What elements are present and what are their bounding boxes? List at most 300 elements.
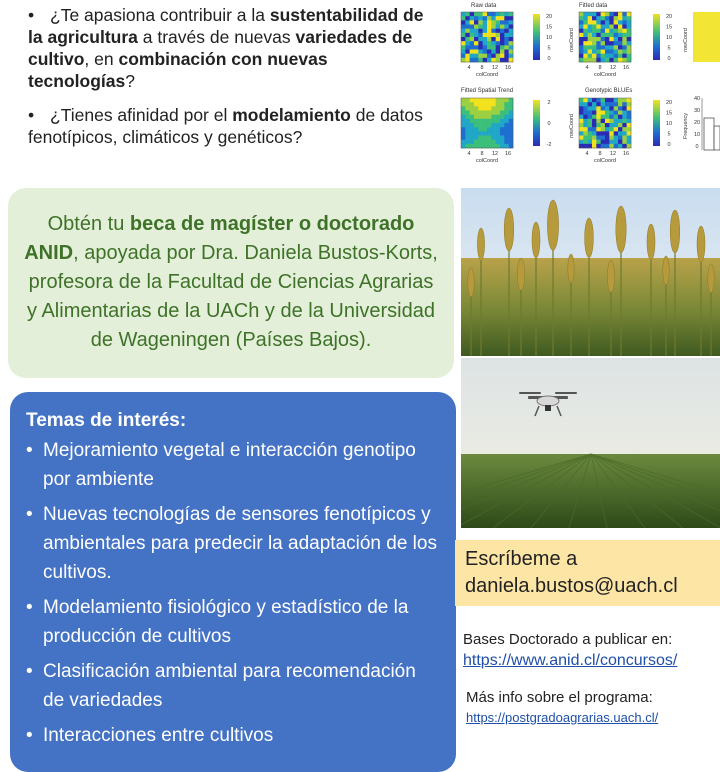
fitted-heatmap-cell xyxy=(627,54,632,58)
raw-heatmap-cell xyxy=(500,37,505,41)
blues-heatmap-cell xyxy=(579,136,584,140)
blues-heatmap-cell xyxy=(605,111,610,115)
trend-heatmap-cell xyxy=(461,140,466,144)
blues-heatmap-cell xyxy=(622,119,627,123)
raw-heatmap-cell xyxy=(496,54,501,58)
raw-heatmap-cell xyxy=(496,25,501,29)
fitted-heatmap-cell xyxy=(627,33,632,37)
more-info-label: Más info sobre el programa: xyxy=(466,689,653,706)
fitted-heatmap-cell xyxy=(618,29,623,33)
blues-heatmap-cell xyxy=(601,127,606,131)
raw-heatmap-cell xyxy=(474,16,479,20)
trend-heatmap-cell xyxy=(470,111,475,115)
blues-heatmap-cell xyxy=(609,98,614,102)
blues-heatmap-cell xyxy=(596,111,601,115)
blues-heatmap-cell xyxy=(588,131,593,135)
blues-heatmap-cell xyxy=(605,115,610,119)
raw-heatmap-cell xyxy=(500,33,505,37)
blues-heatmap-cell xyxy=(618,131,623,135)
trend-heatmap-cell xyxy=(483,98,488,102)
trend-heatmap-cell xyxy=(504,111,509,115)
wheat-ear xyxy=(568,254,574,283)
trend-heatmap-cell xyxy=(504,140,509,144)
fitted-heatmap-cell xyxy=(588,12,593,16)
raw-heatmap-cell xyxy=(491,58,496,62)
trend-heatmap-cell xyxy=(504,127,509,131)
trend-heatmap-cell xyxy=(504,115,509,119)
raw-heatmap-cell xyxy=(465,20,470,24)
fitted-heatmap-cell xyxy=(579,33,584,37)
blues-heatmap-cell xyxy=(609,136,614,140)
blues-heatmap-cell xyxy=(592,136,597,140)
raw-heatmap-cell xyxy=(496,16,501,20)
trend-heatmap-cell xyxy=(470,123,475,127)
x-tick: 16 xyxy=(622,65,630,71)
scholarship-box: Obtén tu beca de magíster o doctorado ANID, apoyada por Dra. Daniela Bustos-Korts, profesora de la Facultad de Ciencias Agrarias y Alimentarias de la UACh y de la Universidad de Wageningen (Países Bajos). xyxy=(8,188,454,378)
raw-heatmap-cell xyxy=(487,58,492,62)
blues-heatmap-cell xyxy=(622,144,627,148)
raw-heatmap-cell xyxy=(504,20,509,24)
fitted-heatmap-cell xyxy=(605,58,610,62)
raw-heatmap-cell xyxy=(474,50,479,54)
trend-heatmap-cell xyxy=(509,127,514,131)
raw-heatmap-cell xyxy=(496,58,501,62)
raw-heatmap-cell xyxy=(461,16,466,20)
trend-heatmap-cell xyxy=(500,111,505,115)
fitted-heatmap-cell xyxy=(627,50,632,54)
trend-heatmap-cell xyxy=(478,102,483,106)
raw-heatmap-cell xyxy=(465,45,470,49)
fitted-heatmap-cell xyxy=(583,37,588,41)
raw-heatmap-cell xyxy=(478,29,483,33)
blues-heatmap-cell xyxy=(596,106,601,110)
blues-heatmap-cell xyxy=(592,111,597,115)
raw-heatmap-cell xyxy=(487,54,492,58)
trend-heatmap-cell xyxy=(461,115,466,119)
raw-legend-tick: 0 xyxy=(547,56,551,62)
raw-heatmap-cell xyxy=(465,16,470,20)
trend-heatmap-cell xyxy=(491,140,496,144)
blues-heatmap-cell xyxy=(618,140,623,144)
trend-heatmap-cell xyxy=(487,140,492,144)
blues-heatmap-cell xyxy=(614,106,619,110)
x-tick: 4 xyxy=(467,151,471,157)
fitted-heatmap-cell xyxy=(627,12,632,16)
raw-heatmap-cell xyxy=(465,50,470,54)
trend-heatmap-cell xyxy=(500,102,505,106)
fitted-heatmap-cell xyxy=(588,58,593,62)
blues-heatmap-cell xyxy=(583,136,588,140)
x-tick: 12 xyxy=(609,151,617,157)
x-tick: 8 xyxy=(598,65,602,71)
fitted-heatmap-cell xyxy=(618,45,623,49)
trend-heatmap-cell xyxy=(478,136,483,140)
blues-heatmap-cell xyxy=(618,111,623,115)
trend-heatmap-cell xyxy=(487,136,492,140)
fitted-heatmap-cell xyxy=(614,37,619,41)
fitted-heatmap-cell xyxy=(605,45,610,49)
raw-heatmap-cell xyxy=(504,16,509,20)
fitted-heatmap-cell xyxy=(583,16,588,20)
raw-heatmap-cell xyxy=(461,20,466,24)
trend-heatmap-cell xyxy=(470,136,475,140)
bases-link[interactable]: https://www.anid.cl/concursos/ xyxy=(463,652,678,669)
blues-heatmap-cell xyxy=(618,106,623,110)
blues-heatmap-cell xyxy=(609,119,614,123)
raw-heatmap-cell xyxy=(504,50,509,54)
raw-heatmap-cell xyxy=(504,29,509,33)
trend-heatmap-cell xyxy=(474,111,479,115)
blues-heatmap-cell xyxy=(579,144,584,148)
raw-heatmap-cell xyxy=(509,54,514,58)
fitted-heatmap-cell xyxy=(618,41,623,45)
trend-heatmap-cell xyxy=(461,106,466,110)
raw-heatmap-cell xyxy=(509,12,514,16)
contact-email[interactable]: daniela.bustos@uach.cl xyxy=(465,575,678,597)
raw-heatmap-cell xyxy=(470,16,475,20)
raw-heatmap-cell xyxy=(470,20,475,24)
raw-heatmap-cell xyxy=(474,33,479,37)
fig-xlabel-blues: colCoord xyxy=(593,158,617,164)
trend-heatmap-cell xyxy=(465,144,470,148)
more-info-link[interactable]: https://postgradoagrarias.uach.cl/ xyxy=(466,710,659,725)
blues-heatmap-cell xyxy=(592,98,597,102)
blues-heatmap-cell xyxy=(618,115,623,119)
raw-heatmap-cell xyxy=(483,50,488,54)
raw-heatmap-cell xyxy=(509,33,514,37)
trend-heatmap-cell xyxy=(465,119,470,123)
fitted-heatmap-cell xyxy=(596,20,601,24)
raw-heatmap-cell xyxy=(470,41,475,45)
raw-heatmap-cell xyxy=(509,58,514,62)
raw-heatmap-cell xyxy=(470,33,475,37)
blues-heatmap-cell xyxy=(614,131,619,135)
raw-heatmap-cell xyxy=(461,33,466,37)
blues-heatmap-cell xyxy=(618,123,623,127)
raw-heatmap-cell xyxy=(496,45,501,49)
fitted-heatmap-cell xyxy=(601,29,606,33)
blues-heatmap-cell xyxy=(583,131,588,135)
trend-legend-tick: 0 xyxy=(547,121,551,127)
fitted-heatmap-cell xyxy=(588,41,593,45)
trend-heatmap-cell xyxy=(509,123,514,127)
topic-item: • Interacciones entre cultivos xyxy=(26,725,274,746)
hist-bar xyxy=(704,118,714,150)
bases-block xyxy=(463,630,677,672)
trend-heatmap-cell xyxy=(470,144,475,148)
trend-heatmap-cell xyxy=(487,98,492,102)
blues-legend xyxy=(653,100,660,146)
fitted-heatmap-cell xyxy=(601,12,606,16)
fitted-heatmap-cell xyxy=(622,54,627,58)
trend-heatmap-cell xyxy=(487,131,492,135)
blues-heatmap-cell xyxy=(579,123,584,127)
fitted-heatmap-cell xyxy=(579,37,584,41)
trend-heatmap-cell xyxy=(483,127,488,131)
raw-heatmap-cell xyxy=(465,25,470,29)
raw-heatmap-cell xyxy=(500,25,505,29)
blues-heatmap-cell xyxy=(605,140,610,144)
raw-heatmap-cell xyxy=(491,45,496,49)
raw-heatmap-cell xyxy=(491,12,496,16)
fitted-heatmap-cell xyxy=(592,20,597,24)
fitted-heatmap-cell xyxy=(592,58,597,62)
trend-heatmap-cell xyxy=(509,106,514,110)
raw-heatmap-cell xyxy=(478,20,483,24)
raw-heatmap-cell xyxy=(500,16,505,20)
blues-heatmap-cell xyxy=(605,127,610,131)
blues-heatmap-cell xyxy=(596,144,601,148)
blues-heatmap-cell xyxy=(601,106,606,110)
fitted-heatmap-cell xyxy=(601,45,606,49)
contact-line: Escríbeme a xyxy=(465,548,578,570)
fitted-heatmap-cell xyxy=(605,33,610,37)
blues-heatmap-cell xyxy=(596,131,601,135)
raw-heatmap-cell xyxy=(474,29,479,33)
raw-heatmap-cell xyxy=(465,41,470,45)
fitted-heatmap-cell xyxy=(614,41,619,45)
raw-heatmap-cell xyxy=(461,29,466,33)
trend-heatmap-cell xyxy=(474,123,479,127)
figures-svg xyxy=(455,0,720,180)
raw-heatmap-cell xyxy=(470,29,475,33)
trend-heatmap-cell xyxy=(504,98,509,102)
blues-heatmap-cell xyxy=(601,136,606,140)
trend-heatmap-cell xyxy=(496,119,501,123)
blues-heatmap-cell xyxy=(605,106,610,110)
trend-heatmap-cell xyxy=(504,131,509,135)
fitted-legend xyxy=(653,14,660,60)
fitted-heatmap-cell xyxy=(609,33,614,37)
raw-heatmap-cell xyxy=(465,29,470,33)
trend-heatmap-cell xyxy=(483,102,488,106)
blues-heatmap-cell xyxy=(609,131,614,135)
blues-heatmap-cell xyxy=(614,119,619,123)
blues-heatmap-cell xyxy=(579,140,584,144)
fitted-heatmap-cell xyxy=(614,33,619,37)
trend-heatmap-cell xyxy=(478,123,483,127)
fig-title-trend: Fitted Spatial Trend xyxy=(461,88,514,94)
raw-heatmap-cell xyxy=(461,12,466,16)
raw-heatmap-cell xyxy=(509,45,514,49)
raw-heatmap-cell xyxy=(500,50,505,54)
trend-heatmap-cell xyxy=(491,98,496,102)
fitted-heatmap-cell xyxy=(583,41,588,45)
fitted-heatmap-cell xyxy=(583,29,588,33)
trend-heatmap-cell xyxy=(465,111,470,115)
raw-heatmap-cell xyxy=(478,12,483,16)
trend-heatmap-cell xyxy=(509,115,514,119)
fitted-heatmap-cell xyxy=(588,16,593,20)
raw-heatmap-cell xyxy=(509,50,514,54)
x-tick: 12 xyxy=(609,65,617,71)
blues-heatmap-cell xyxy=(627,123,632,127)
blues-heatmap-cell xyxy=(579,106,584,110)
fitted-heatmap-cell xyxy=(605,37,610,41)
fitted-heatmap-cell xyxy=(614,50,619,54)
fitted-heatmap-cell xyxy=(614,58,619,62)
raw-heatmap-cell xyxy=(504,33,509,37)
blues-heatmap-cell xyxy=(596,98,601,102)
spatial-analysis-figures xyxy=(455,0,720,180)
raw-heatmap-cell xyxy=(500,45,505,49)
trend-heatmap-cell xyxy=(465,127,470,131)
blues-heatmap-cell xyxy=(622,140,627,144)
wheat-ear xyxy=(585,218,594,258)
intro-bullet-sustainability: • ¿Te apasiona contribuir a la sustentabilidad de la agricultura a través de nuevas variedades de cultivo, en combinación con nuevas tecnologías? xyxy=(28,5,424,91)
fitted-heatmap-cell xyxy=(609,29,614,33)
blues-heatmap-cell xyxy=(583,140,588,144)
x-tick: 16 xyxy=(622,151,630,157)
fitted-heatmap-cell xyxy=(627,16,632,20)
raw-heatmap-cell xyxy=(465,12,470,16)
trend-heatmap-cell xyxy=(478,131,483,135)
blues-heatmap-cell xyxy=(627,140,632,144)
blues-heatmap-cell xyxy=(627,127,632,131)
trend-heatmap-cell xyxy=(470,115,475,119)
blues-heatmap-cell xyxy=(583,115,588,119)
fitted-heatmap-cell xyxy=(588,33,593,37)
blues-heatmap-cell xyxy=(614,98,619,102)
fitted-heatmap-cell xyxy=(601,16,606,20)
blues-heatmap-cell xyxy=(596,115,601,119)
trend-heatmap-cell xyxy=(504,106,509,110)
fitted-heatmap-cell xyxy=(579,20,584,24)
raw-heatmap-cell xyxy=(461,58,466,62)
trend-heatmap-cell xyxy=(470,106,475,110)
fitted-heatmap-cell xyxy=(627,20,632,24)
raw-heatmap-cell xyxy=(474,20,479,24)
trend-heatmap-cell xyxy=(491,115,496,119)
fitted-heatmap-cell xyxy=(583,33,588,37)
trend-heatmap-cell xyxy=(496,140,501,144)
fitted-heatmap-cell xyxy=(614,54,619,58)
trend-heatmap-cell xyxy=(509,144,514,148)
raw-heatmap-cell xyxy=(504,58,509,62)
wheat-ear xyxy=(504,208,514,251)
trend-heatmap-cell xyxy=(470,127,475,131)
trend-heatmap-cell xyxy=(496,136,501,140)
blues-heatmap-cell xyxy=(605,144,610,148)
raw-heatmap-cell xyxy=(487,45,492,49)
raw-heatmap-cell xyxy=(483,37,488,41)
raw-heatmap-cell xyxy=(465,58,470,62)
fig-title-raw: Raw data xyxy=(471,3,497,9)
trend-heatmap-cell xyxy=(500,115,505,119)
wheat-ear xyxy=(708,264,714,293)
trend-heatmap-cell xyxy=(491,102,496,106)
wheat-ear xyxy=(547,200,558,250)
raw-heatmap-cell xyxy=(483,45,488,49)
raw-heatmap-cell xyxy=(496,20,501,24)
blues-heatmap-cell xyxy=(588,140,593,144)
raw-legend-tick: 10 xyxy=(545,35,553,41)
trend-heatmap-cell xyxy=(496,131,501,135)
trend-heatmap-cell xyxy=(483,119,488,123)
trend-heatmap-cell xyxy=(461,144,466,148)
raw-heatmap-cell xyxy=(504,54,509,58)
trend-heatmap-cell xyxy=(500,136,505,140)
contact-box xyxy=(455,540,720,606)
fitted-heatmap-cell xyxy=(618,16,623,20)
raw-heatmap-cell xyxy=(491,20,496,24)
trend-heatmap-cell xyxy=(509,111,514,115)
trend-heatmap-cell xyxy=(491,106,496,110)
fitted-legend-tick: 0 xyxy=(667,56,671,62)
fitted-heatmap-cell xyxy=(583,45,588,49)
blues-heatmap-cell xyxy=(627,111,632,115)
trend-heatmap-cell xyxy=(487,115,492,119)
raw-heatmap-cell xyxy=(461,54,466,58)
blues-heatmap-cell xyxy=(618,119,623,123)
raw-heatmap-cell xyxy=(509,16,514,20)
hist-tick: 0 xyxy=(695,144,699,150)
fitted-heatmap-cell xyxy=(592,33,597,37)
blues-heatmap-cell xyxy=(579,102,584,106)
raw-heatmap-cell xyxy=(491,37,496,41)
raw-heatmap-cell xyxy=(483,25,488,29)
blues-heatmap-cell xyxy=(579,119,584,123)
raw-legend xyxy=(533,14,540,60)
raw-heatmap-cell xyxy=(491,50,496,54)
blues-heatmap-cell xyxy=(605,119,610,123)
fitted-heatmap-cell xyxy=(605,41,610,45)
trend-heatmap-cell xyxy=(504,102,509,106)
fitted-heatmap-cell xyxy=(583,12,588,16)
trend-heatmap-cell xyxy=(491,119,496,123)
trend-heatmap-cell xyxy=(487,144,492,148)
raw-heatmap-cell xyxy=(487,33,492,37)
trend-heatmap-cell xyxy=(496,98,501,102)
topics-box xyxy=(10,392,456,772)
fig-ylabel-extra: rowCoord xyxy=(683,28,689,52)
fig-xlabel-fitted: colCoord xyxy=(593,72,617,78)
raw-heatmap-cell xyxy=(483,20,488,24)
raw-heatmap-cell xyxy=(504,37,509,41)
raw-heatmap-cell xyxy=(474,41,479,45)
blues-heatmap-cell xyxy=(579,111,584,115)
blues-heatmap-cell xyxy=(622,111,627,115)
trend-heatmap-cell xyxy=(478,106,483,110)
trend-heatmap-cell xyxy=(465,98,470,102)
raw-heatmap-cell xyxy=(483,12,488,16)
fitted-heatmap-cell xyxy=(583,25,588,29)
fitted-heatmap-cell xyxy=(609,45,614,49)
trend-heatmap-cell xyxy=(465,136,470,140)
blues-heatmap-cell xyxy=(622,127,627,131)
raw-heatmap-cell xyxy=(478,41,483,45)
fitted-heatmap-cell xyxy=(579,50,584,54)
blues-heatmap-cell xyxy=(588,111,593,115)
x-tick: 4 xyxy=(585,151,589,157)
blues-heatmap-cell xyxy=(592,106,597,110)
trend-heatmap-cell xyxy=(487,127,492,131)
raw-heatmap-cell xyxy=(500,58,505,62)
fitted-heatmap-cell xyxy=(609,16,614,20)
fitted-heatmap-cell xyxy=(601,50,606,54)
trend-heatmap-cell xyxy=(470,98,475,102)
blues-heatmap-cell xyxy=(601,119,606,123)
raw-heatmap-cell xyxy=(496,33,501,37)
raw-heatmap-cell xyxy=(491,16,496,20)
blues-heatmap-cell xyxy=(609,102,614,106)
trend-heatmap-cell xyxy=(500,119,505,123)
blues-heatmap-cell xyxy=(588,102,593,106)
trend-heatmap-cell xyxy=(474,131,479,135)
blues-heatmap-cell xyxy=(583,123,588,127)
trend-heatmap-cell xyxy=(487,106,492,110)
raw-heatmap-cell xyxy=(483,58,488,62)
